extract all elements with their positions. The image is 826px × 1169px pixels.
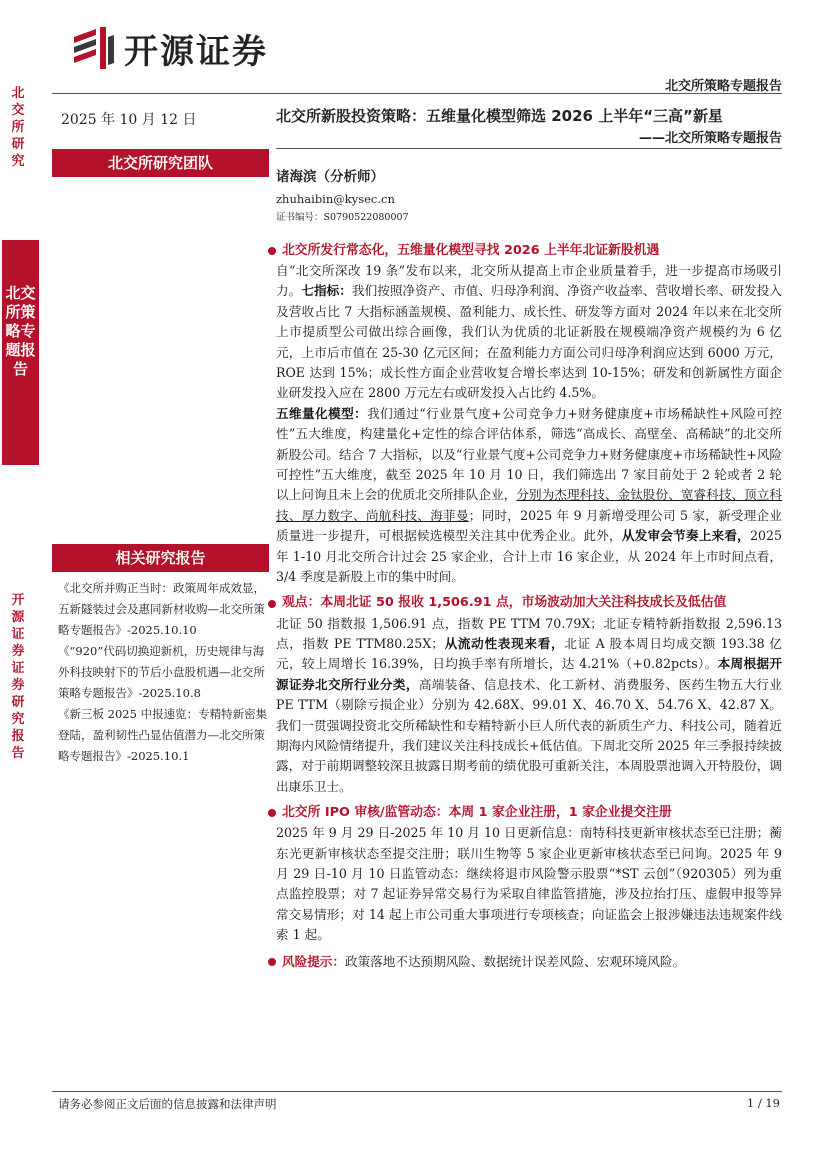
- bullet-icon: [268, 958, 276, 966]
- report-date: 2025 年 10 月 12 日: [61, 112, 197, 128]
- section-heading: 观点：本周北证 50 报收 1,506.91 点，市场波动加大关注科技成长及低估值: [268, 594, 782, 614]
- team-title: 北交所研究团队: [52, 149, 269, 177]
- related-reports-list: [58, 578, 270, 767]
- related-report-item[interactable]: 《北交所并购正当时：政策周年成效显，五新隧装过会及惠同新材收购—北交所策略专题报告》-2025.10.10: [58, 581, 265, 637]
- analyst-name: 诸海滨（分析师）: [276, 169, 384, 185]
- bullet-icon: [268, 247, 276, 255]
- section-paragraph: 五维量化模型：我们通过“行业景气度+公司竞争力+财务健康度+市场稀缺性+风险可控性”五大维度，构建量化+定性的综合评估体系，筛选“高成长、高壁垒、高稀缺”的北交所新股公司。结合 7 大指标，以及“行业景气度+公司竞争力+财务健康度+市场稀缺性+风险可控性”五大维度，截至 2025 年 10 月 10 日，我们筛选出 7 家目前处于 2 轮或者 2 轮以上问询且未上会的优质北交所排队企业，分别为杰理科技、金钛股份、宽睿科技、顶立科技、厚力数字、尚航科技、海菲曼；同时，2025 年 9 月新增受理公司 5 家，新受理企业质量进一步提升，可根据候选模型关注其中优秀企业。此外，从发审会节奏上来看，2025 年 1-10 月北交所合计过会 25 家企业，合计上市 16 家企业，从 2024 年上市时间点看，3/4 季度是新股上市的集中时间。: [276, 405, 783, 585]
- sidebar-bottom-label: 开源证券 证券研究报告: [11, 593, 25, 761]
- report-type-label: 北交所策略专题报告: [664, 79, 782, 94]
- report-subtitle: ——北交所策略专题报告: [638, 131, 782, 146]
- related-report-item[interactable]: 《“920”代码切换迎新机，历史规律与海外科技映射下的节后小盘股机遇—北交所策略专题报告》-2025.10.8: [58, 644, 265, 700]
- bullet-icon: [268, 809, 276, 817]
- sidebar-mid-label: 北交所策略专题报告: [2, 240, 39, 465]
- section-paragraph: 北证 50 指数报 1,506.91 点，指数 PE TTM 70.79X；北证专精特新指数报 2,596.13 点，指数 PE TTM80.25X；从流动性表现来看，北证 A 股本周日均成交额 193.38 亿元，较上周增长 16.39%，日均换手率有所增长，达 4.21%（+0.82pcts）。本周根据开源证券北交所行业分类，高端装备、信息技术、化工新材、消费服务、医药生物五大行业 PE TTM（剔除亏损企业）分别为 42.68X、99.01 X、46.70 X、54.76 X、42.87 X。我们一贯强调投资北交所稀缺性和专精特新小巨人所代表的新质生产力、科技公司，随着近期海内风险情绪提升，我们建议关注科技成长+低估值。下周北交所 2025 年三季报持续披露，对于前期调整较深且披露日期考前的绩优股可重新关注，本周股票池调入开特股份，调出康乐卫士。: [276, 615, 782, 794]
- sidebar-top-label: 北交所研究: [11, 86, 25, 169]
- risk-paragraph: 风险提示：政策落地不达预期风险、数据统计误差风险、宏观环境风险。: [276, 952, 782, 972]
- footer-divider: [52, 1091, 782, 1092]
- section-paragraph: 自“北交所深改 19 条”发布以来，北交所从提高上市企业质量着手，进一步提高市场吸引力。七指标：我们按照净资产、市值、归母净利润、净资产收益率、营收增长率、研发投入及营收占比 7 大指标涵盖规模、盈利能力、成长性、研发等方面对 2024 年以来在北交所上市提质型公司做出综合画像，我们认为优质的北证新股在规模端净资产规模约为 6 亿元，上市后市值在 25-30 亿元区间；在盈利能力方面公司归母净利润应达到 6000 万元，ROE 达到 15%；成长性方面企业营收复合增长率达到 10-15%；研发和创新属性方面企业研发投入应在 2800 万元左右或研发投入占比约 4.5%。: [276, 263, 783, 401]
- company-logo: [70, 22, 268, 74]
- related-report-item[interactable]: 《新三板 2025 中报速览：专精特新密集登陆，盈利韧性凸显估值潜力—北交所策略专题报告》-2025.10.1: [58, 707, 268, 763]
- certificate-number: 证书编号：S0790522080007: [276, 212, 409, 223]
- bullet-icon: [268, 600, 276, 608]
- report-body: [276, 241, 782, 972]
- logo-text: 开源证券: [124, 31, 268, 72]
- page-number: 1 / 19: [746, 1096, 780, 1110]
- section-paragraph: 2025 年 9 月 29 日-2025 年 10 月 10 日更新信息：南特科技更新审核状态至已注册；蘅东光更新审核状态至提交注册；联川生物等 5 家企业更新审核状态至已问询。2025 年 9 月 29 日-10 月 10 日监管动态：继续将退市风险警示股票“*ST 云创”（920305）列为重点监控股票；对 7 起证券异常交易行为采取自律监管措施，涉及拉抬打压、虚假申报等异常交易情形；对 14 起上市公司重大事项进行专项核查；向证监会上报涉嫌违法违规案件线索 1 起。: [276, 825, 782, 943]
- section-heading: 北交所发行常态化，五维量化模型寻找 2026 上半年北证新股机遇: [268, 241, 782, 261]
- analyst-email[interactable]: zhuhaibin@kysec.cn: [276, 192, 395, 206]
- related-reports-title: 相关研究报告: [52, 544, 269, 572]
- header-divider: [52, 93, 782, 94]
- title-divider: [276, 148, 782, 149]
- footer-disclaimer: 请务必参阅正文后面的信息披露和法律声明: [58, 1097, 277, 1111]
- section-heading: 北交所 IPO 审核/监管动态：本周 1 家企业注册，1 家企业提交注册: [268, 803, 782, 823]
- report-title: 北交所新股投资策略：五维量化模型筛选 2026 上半年“三高”新星: [276, 107, 723, 125]
- logo-mark-icon: [70, 23, 116, 73]
